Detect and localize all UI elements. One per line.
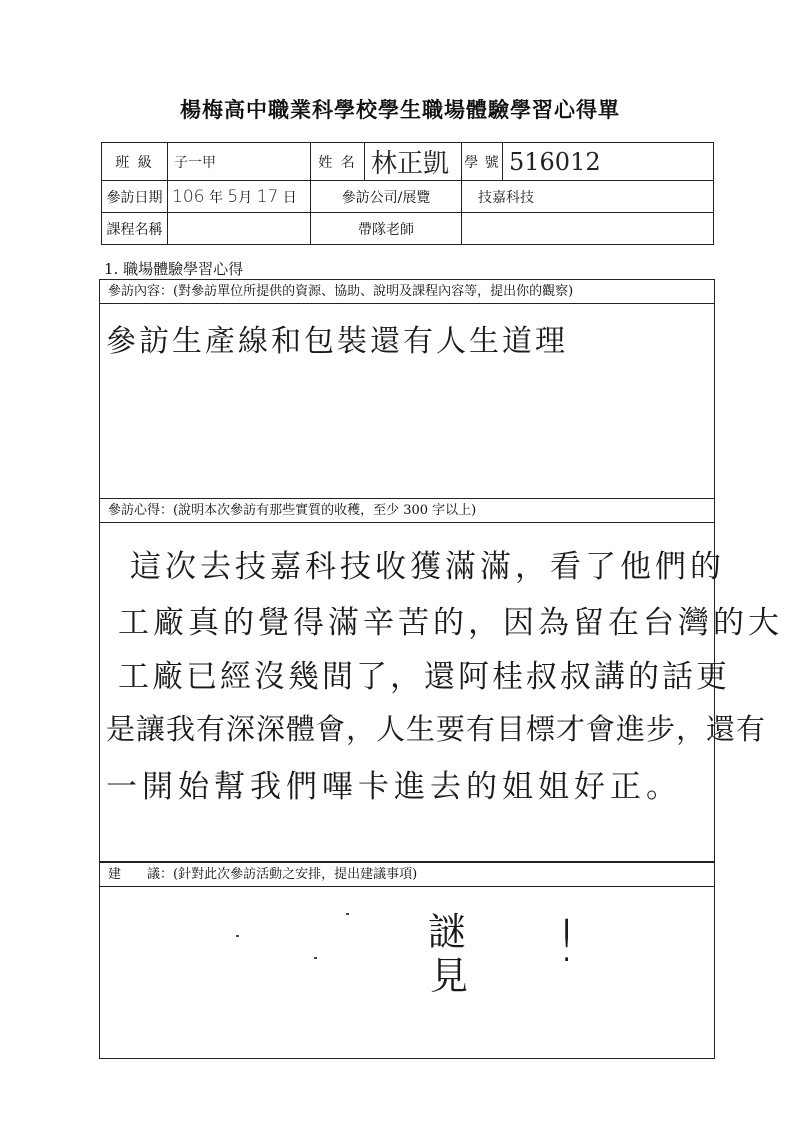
visit-month: 5 — [227, 186, 239, 207]
section-heading: 1. 職場體驗學習心得 — [104, 260, 244, 278]
name-value: 林正凱 — [365, 143, 462, 181]
class-value: 子一甲 — [168, 143, 311, 181]
reflection-header: 參訪心得：(說明本次參訪有那些實質的收穫，至少 300 字以上) — [100, 499, 714, 523]
name-label: 姓 名 — [311, 143, 365, 181]
reflection-line-2: 工廠真的覺得滿辛苦的，因為留在台灣的大 — [118, 605, 783, 641]
course-label: 課程名稱 — [102, 213, 168, 245]
suggestion-text-2: 見 — [430, 954, 469, 998]
company-value: 技嘉科技 — [462, 181, 714, 213]
ink-speck — [236, 935, 239, 937]
day-unit: 日 — [282, 189, 297, 206]
ink-speck — [314, 957, 317, 959]
teacher-value — [462, 213, 714, 245]
reflection-line-3: 工廠已經沒幾間了，還阿桂叔叔講的話更 — [118, 659, 730, 695]
reflection-box — [99, 498, 783, 862]
suggestion-box — [99, 862, 715, 1059]
company-label: 參訪公司/展覽 — [311, 181, 462, 213]
suggestion-header: 建 議：(針對此次參訪活動之安排，提出建議事項) — [100, 863, 714, 887]
suggestion-exclamation: ! — [555, 907, 579, 975]
visit-content-text: 參訪生產線和包裝還有人生道理 — [106, 324, 568, 359]
visit-content-box — [99, 279, 715, 499]
reflection-line-4: 是讓我有深深體會，人生要有目標才會進步，還有 — [106, 712, 767, 746]
reflection-line-1: 這次去技嘉科技收獲滿滿，看了他們的 — [130, 549, 725, 585]
class-label: 班 級 — [102, 143, 168, 181]
course-value — [168, 213, 311, 245]
student-id-value: 516012 — [503, 143, 714, 181]
student-info-table — [101, 142, 714, 245]
form-title: 楊梅高中職業科學校學生職場體驗學習心得單 — [180, 97, 620, 122]
year-unit: 年 — [208, 189, 223, 206]
month-unit: 月 — [238, 189, 253, 206]
ink-speck — [346, 913, 349, 915]
teacher-label: 帶隊老師 — [311, 213, 462, 245]
visit-day: 17 — [256, 186, 279, 207]
suggestion-text-1: 謎 — [428, 910, 467, 954]
visit-year: 106 — [172, 186, 205, 207]
visit-date — [168, 181, 311, 213]
visit-content-header: 參訪內容：(對參訪單位所提供的資源、協助、說明及課程內容等，提出你的觀察) — [100, 280, 714, 304]
student-id-label: 學 號 — [462, 143, 503, 181]
reflection-line-5: 一開始幫我們嗶卡進去的姐姐好正。 — [106, 769, 682, 805]
visit-date-label: 參訪日期 — [102, 181, 168, 213]
